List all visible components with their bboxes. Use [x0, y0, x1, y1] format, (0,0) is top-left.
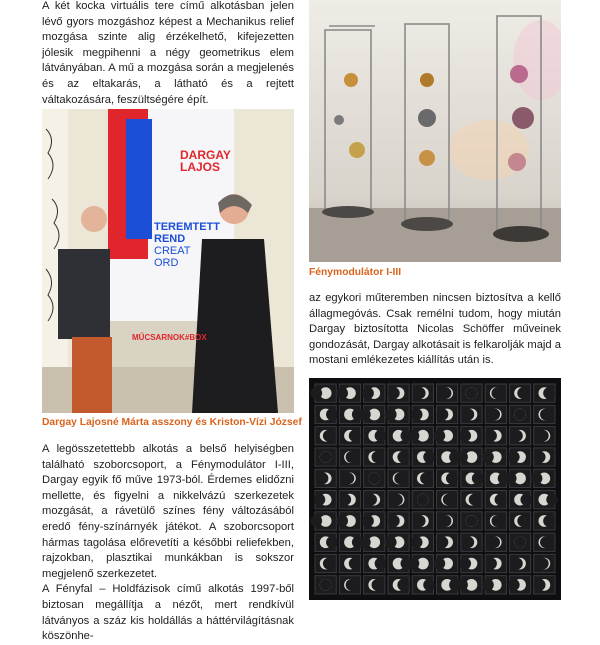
moon-phase-cell	[364, 576, 385, 594]
moon-phase-cell	[534, 533, 555, 551]
moon-phase-cell	[485, 427, 506, 445]
moon-phase-cell	[534, 384, 555, 402]
moon-phase-cell	[485, 533, 506, 551]
moon-phase-cell	[339, 491, 360, 509]
moon-phase-cell	[315, 405, 338, 423]
moon-phase-cell	[461, 512, 482, 530]
moon-phase-cell	[336, 384, 360, 402]
right-paragraph	[309, 291, 561, 369]
moon-phase-cell	[364, 491, 385, 509]
moon-phase-cell	[534, 512, 555, 530]
moon-phase-cell	[508, 448, 531, 466]
moon-phase-cell	[456, 576, 482, 594]
moon-phase-cell	[362, 384, 385, 402]
moon-phase-cell	[408, 554, 434, 572]
moon-phase-cell	[412, 512, 433, 530]
poster-name-line2: LAJOS	[180, 160, 221, 174]
moon-phase-cell	[388, 469, 409, 487]
moon-phase-cell	[461, 469, 484, 487]
moon-phase-cell	[509, 405, 530, 423]
moon-phase-cell	[437, 512, 458, 530]
portrait-caption: Dargay Lajosné Márta asszony és Kriston-Vízi József	[42, 417, 302, 428]
poster-subtitle	[154, 221, 238, 269]
poster-venue: MŰCSARNOK#BOX	[132, 333, 207, 342]
moon-phase-cell	[359, 405, 385, 423]
poster-name-line1: DARGAY	[180, 148, 231, 162]
moon-phase-cell	[310, 384, 336, 402]
moon-phase-cell	[385, 405, 409, 423]
moon-phase-cell	[461, 533, 482, 551]
intro-text: A két kocka virtuális tere című alkotásban jelen lévő gyors mozgáshoz képest a Mechanikus relief mozgása szinte alig érzékelhető, kifejezetten jólesik megpihenni a négy geometrikus elem látványában. A mű a mozgása során a megjelenés és az eltakarás, a látható és a rejtett váltakozására, feszültségére épít.	[42, 0, 294, 106]
moon-phase-cell	[459, 427, 482, 445]
poster-subtitle-line1: TEREMTETT	[154, 221, 220, 233]
moon-phase-cell	[482, 448, 506, 466]
moon-phase-cell	[339, 576, 360, 594]
moon-phase-cell	[364, 448, 385, 466]
moon-phase-cell	[412, 384, 433, 402]
moon-phase-cell	[509, 554, 530, 572]
moon-phase-cell	[461, 384, 482, 402]
moon-phase-cell	[437, 405, 458, 423]
moon-phase-cell	[485, 512, 506, 530]
moon-phase-cell	[411, 405, 434, 423]
moon-phase-cell	[509, 427, 530, 445]
right-text: az egykori műteremben nincsen biztosítva a kellő állagmegóvás. Csak remélni tudom, hogy miután Dargay biztosította Nicolas Schöffer műveinek gondozását, Dargay alkotásait is felkarolják majd a mostani emlékezetes kiállítás után is.	[309, 292, 561, 367]
moon-phase-cell	[339, 554, 360, 572]
portrait-photo	[42, 109, 294, 413]
moon-phase-cell	[408, 427, 434, 445]
moon-phase-cell	[534, 576, 555, 594]
moon-phase-cell	[314, 491, 337, 509]
poster-subtitle-line4: ORD	[154, 257, 179, 269]
moon-phase-cell	[509, 384, 530, 402]
moon-phase-cell	[336, 512, 360, 530]
moon-wall-photo	[309, 378, 561, 600]
moon-phase-cell	[364, 427, 387, 445]
moon-phase-cell	[461, 405, 482, 423]
moon-phase-cell	[534, 427, 555, 445]
moon-phase-cell	[364, 469, 385, 487]
moon-phase-cell	[461, 491, 482, 509]
moon-phase-cell	[388, 491, 409, 509]
moon-phase-cell	[437, 384, 458, 402]
moon-phase-cell	[485, 554, 506, 572]
sculpture-caption: Fénymodulátor I-III	[309, 267, 402, 278]
poster-subtitle-line2: REND	[154, 233, 186, 245]
moon-phase-cell	[388, 384, 409, 402]
moon-phase-cell	[315, 576, 336, 594]
moon-phase-cell	[437, 491, 458, 509]
moon-phase-cell	[509, 512, 530, 530]
moon-phase-cell	[315, 427, 336, 445]
moon-phase-cell	[388, 512, 409, 530]
moon-phase-cell	[385, 533, 409, 551]
moon-phase-cell	[485, 384, 506, 402]
moon-phase-cell	[388, 576, 409, 594]
moon-phase-cell	[534, 405, 555, 423]
moon-phase-cell	[339, 427, 360, 445]
moon-phase-cell	[315, 448, 336, 466]
moon-phase-cell	[531, 469, 555, 487]
moon-phase-cell	[412, 448, 435, 466]
moon-phase-cell	[364, 554, 387, 572]
moon-phase-grid	[309, 378, 561, 600]
moon-phase-cell	[485, 405, 506, 423]
moon-phase-cell	[388, 448, 409, 466]
moon-phase-cell	[509, 533, 530, 551]
moon-phase-cell	[534, 554, 555, 572]
moon-phase-cell	[362, 512, 385, 530]
moon-phase-cell	[509, 491, 532, 509]
moon-phase-cell	[315, 554, 336, 572]
moon-phase-cell	[412, 469, 433, 487]
bottom-text-2: A Fényfal – Holdfázisok című alkotás 1997-ből biztosan megállítja a nézőt, mert rendkívül látványos a száz kis holdállás a háttérvilágításnak köszönhe-	[42, 583, 294, 643]
moon-phase-cell	[359, 533, 385, 551]
moon-phase-cell	[437, 533, 458, 551]
moon-phase-cell	[437, 469, 458, 487]
moon-phase-cell	[534, 491, 558, 509]
moon-phase-cell	[433, 427, 457, 445]
moon-phase-cell	[505, 469, 531, 487]
moon-phase-cell	[482, 576, 506, 594]
sculpture-photo	[309, 0, 561, 262]
moon-phase-cell	[456, 448, 482, 466]
moon-phase-cell	[315, 469, 336, 487]
moon-phase-cell	[485, 491, 506, 509]
moon-phase-cell	[508, 576, 531, 594]
moon-phase-cell	[459, 554, 482, 572]
moon-phase-cell	[412, 491, 433, 509]
moon-phase-cell	[315, 533, 338, 551]
poster-subtitle-line3: CREAT	[154, 245, 191, 257]
moon-phase-cell	[412, 576, 435, 594]
poster-name	[180, 149, 240, 173]
moon-phase-cell	[411, 533, 434, 551]
moon-phase-cell	[433, 554, 457, 572]
bottom-text-1: A legösszetettebb alkotás a belső helyiségben található szoborcsoport, a Fénymodulátor I-III, Dargay egyik fő műve 1973-ból. Érdemes elidőzni mellette, és figyelni a nikkelvázú szerkezetek mozgását, a rávetülő színes fény változásából eredő fény-színárnyék játékot. A szoborcsoport hármas tagolása előrevetíti a későbbi reliefekben, rajzokban, plasztikai munkákban is sokszor megjelenő szerkezetet.	[42, 443, 294, 580]
moon-phase-cell	[339, 469, 360, 487]
intro-paragraph	[42, 0, 294, 108]
moon-phase-cell	[339, 448, 360, 466]
moon-phase-cell	[310, 512, 336, 530]
moon-phase-cell	[534, 448, 555, 466]
bottom-paragraphs	[42, 442, 294, 645]
